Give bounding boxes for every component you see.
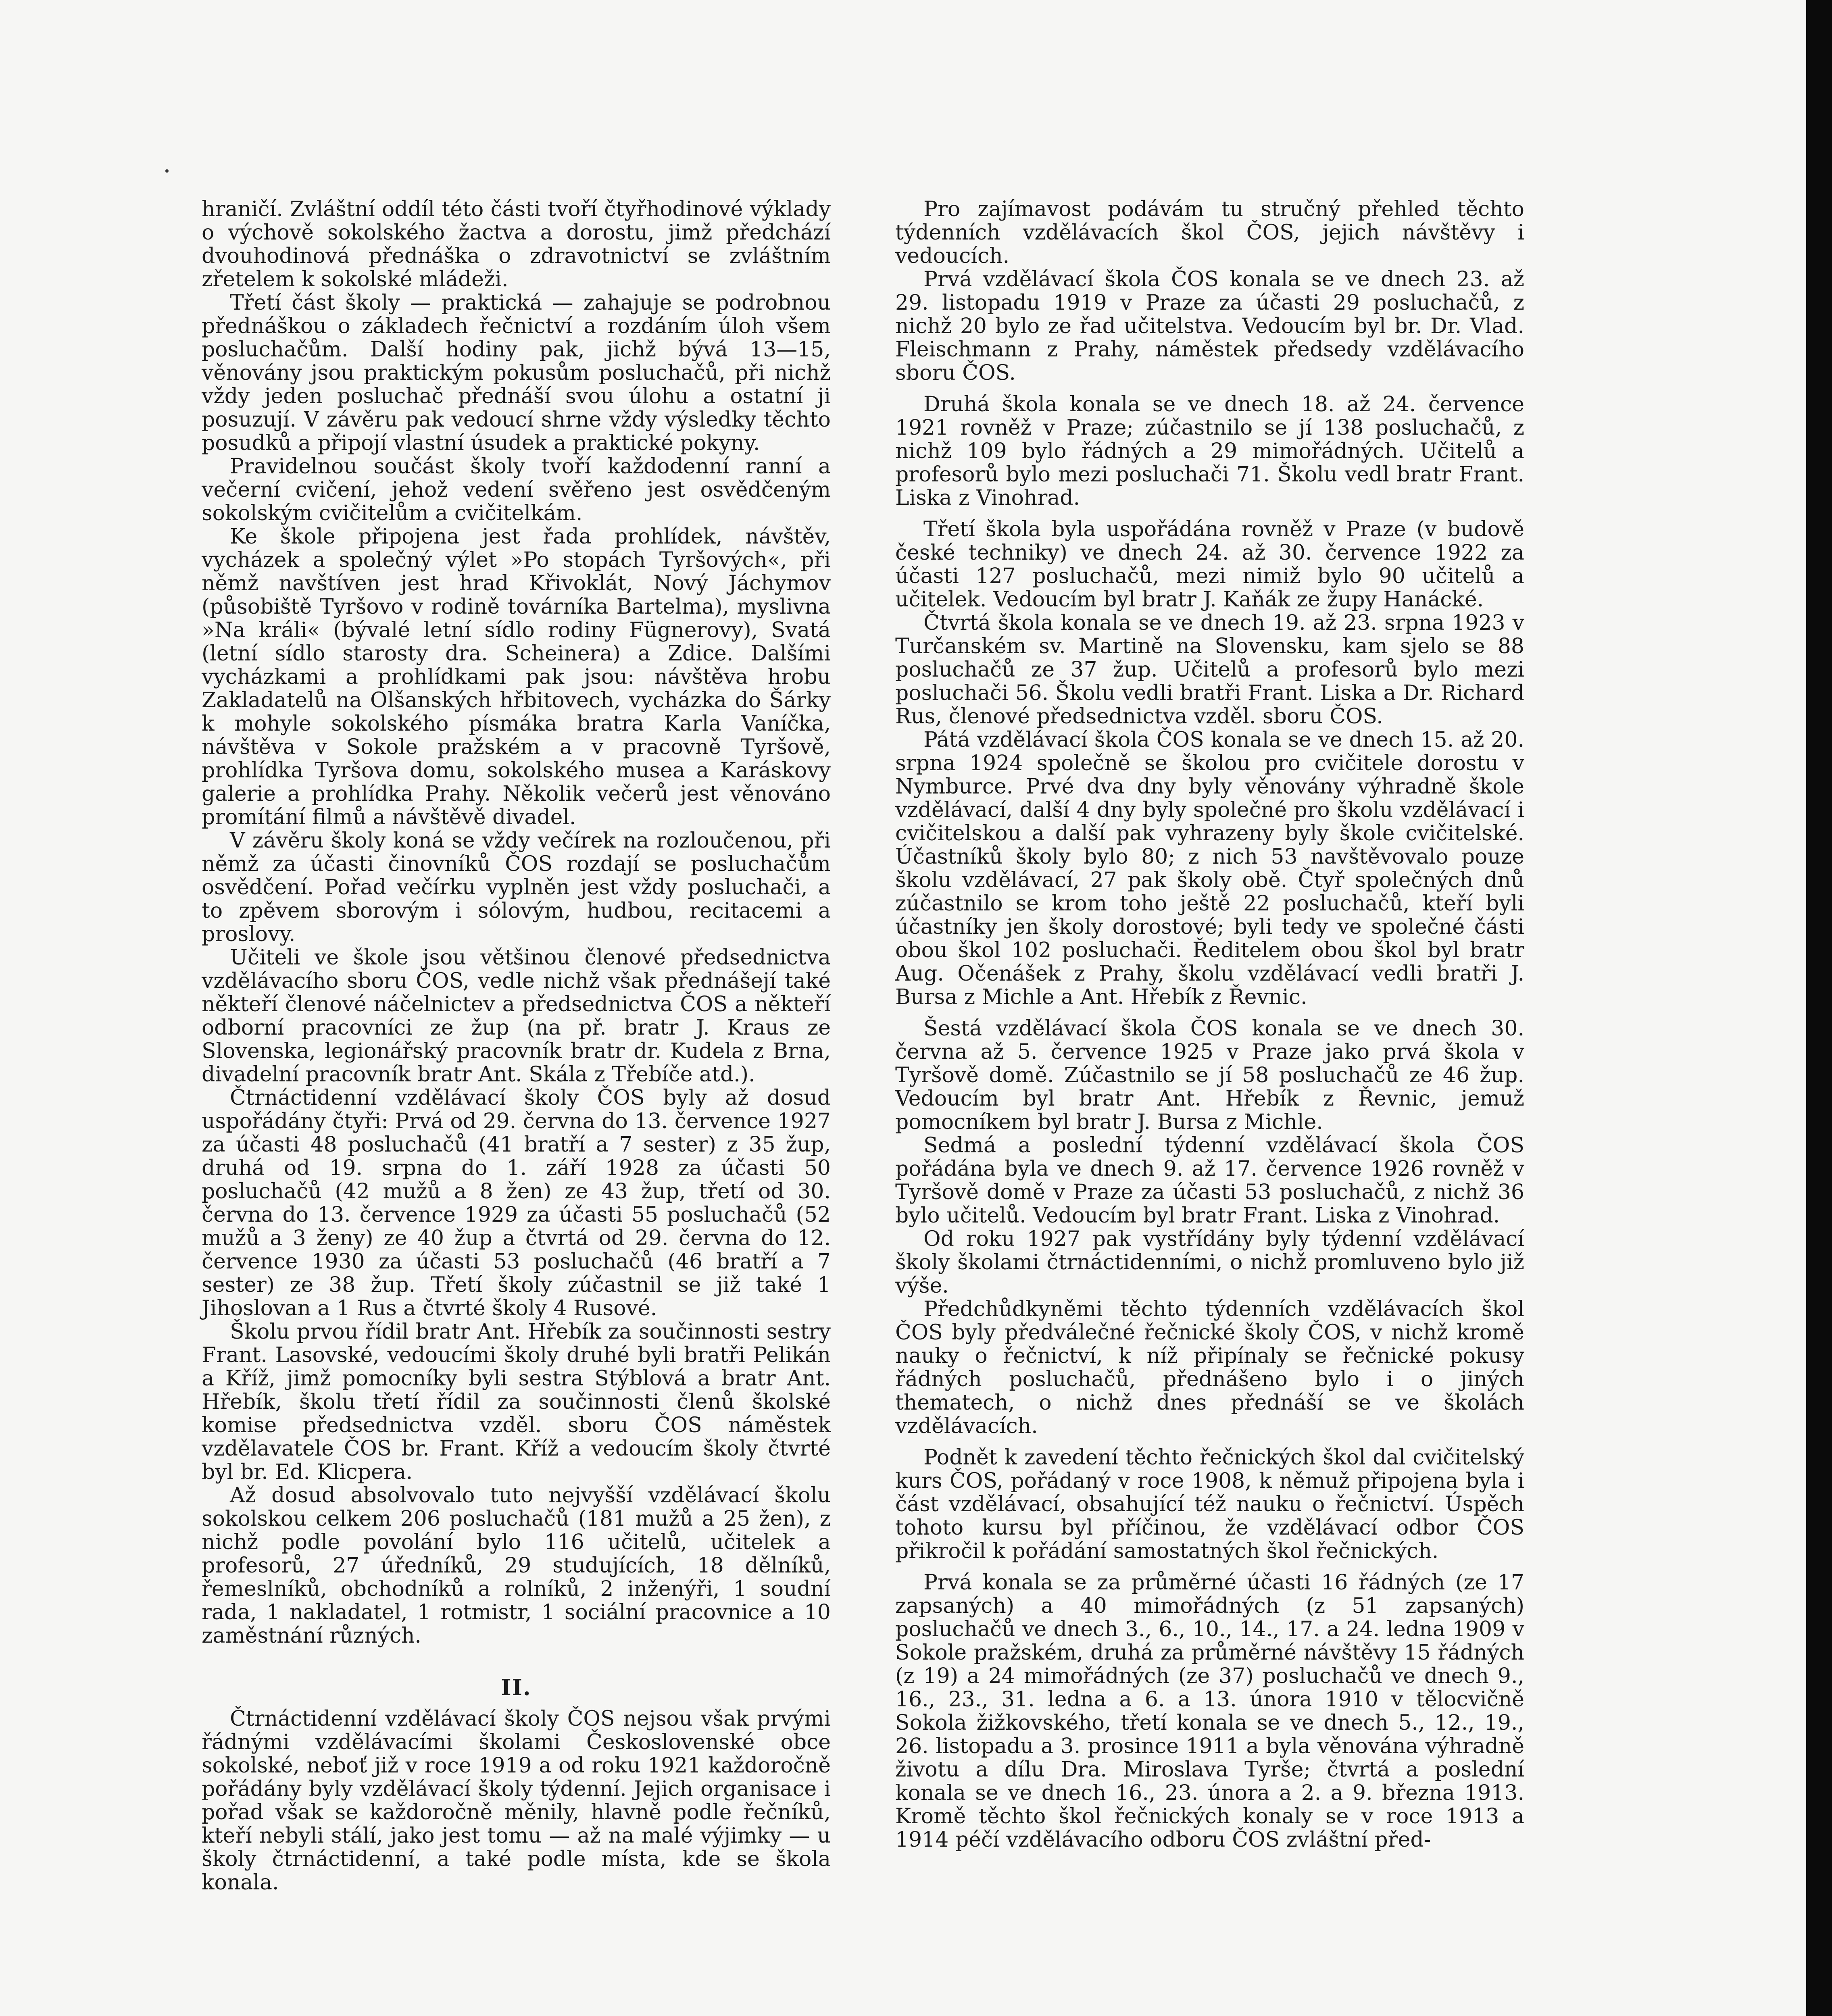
paragraph: Předchůdkyněmi těchto týdenních vzdělávacích škol ČOS byly předválečné řečnické školy ČOS, v nichž kromě nauky o řečnictví, k níž připínaly se řečnické pokusy řádných posluchačů, přednášeno bylo i o jiných thematech, o nichž dnes přednáší se ve školách vzdělávacích. xyxy=(895,1297,1524,1438)
section-heading: II. xyxy=(501,1674,531,1700)
paragraph: Prvá konala se za průměrné účasti 16 řádných (ze 17 zapsaných) a 40 mimořádných (z 51 zapsaných) posluchačů ve dnech 3., 6., 10., 14., 17. a 24. ledna 1909 v Sokole pražském, druhá za průměrné návštěvy 15 řádných (z 19) a 24 mimořádných (ze 37) posluchačů ve dnech 9., 16., 23., 31. ledna a 6. a 13. února 1910 v tělocvičně Sokola žižkovského, třetí konala se ve dnech 5., 12., 19., 26. listopadu a 3. prosince 1911 a byla věnována výhradně životu a dílu Dra. Miroslava Tyrše; čtvrtá a poslední konala se ve dnech 16., 23. února a 2. a 9. března 1913. Kromě těchto škol řečnických konaly se v roce 1913 a 1914 péčí vzdělávacího odboru ČOS zvláštní před- xyxy=(895,1570,1524,1852)
paragraph: Třetí část školy — praktická — zahajuje se podrobnou přednáškou o základech řečnictví a rozdáním úloh všem posluchačům. Další hodiny pak, jichž bývá 13—15, věnovány jsou praktickým pokusům posluchačů, při nichž vždy jeden posluchač přednáší svou úlohu a ostatní ji posuzují. V závěru pak vedoucí shrne vždy výsledky těchto posudků a připojí vlastní úsudek a praktické pokyny. xyxy=(202,291,831,455)
paragraph: Od roku 1927 pak vystřídány byly týdenní vzdělávací školy školami čtrnáctidenními, o nichž promluveno bylo již výše. xyxy=(895,1227,1524,1298)
paragraph: Školu prvou řídil bratr Ant. Hřebík za součinnosti sestry Frant. Lasovské, vedoucími školy druhé byli bratři Pelikán a Kříž, jimž pomocníky byli sestra Stýblová a bratr Ant. Hřebík, školu třetí řídil za součinnosti členů školské komise předsednictva vzděl. sboru ČOS náměstek vzdělavatele ČOS br. Frant. Kříž a vedoucím školy čtvrté byl br. Ed. Klicpera. xyxy=(202,1320,831,1484)
paragraph: Až dosud absolvovalo tuto nejvyšší vzdělávací školu sokolskou celkem 206 posluchačů (181 mužů a 25 žen), z nichž podle povolání bylo 116 učitelů, učitelek a profesorů, 27 úředníků, 29 studujících, 18 dělníků, řemeslníků, obchodníků a rolníků, 2 inženýři, 1 soudní rada, 1 nakladatel, 1 rotmistr, 1 sociální pracovnice a 10 zaměstnání různých. xyxy=(202,1483,831,1648)
paragraph: Čtrnáctidenní vzdělávací školy ČOS byly až dosud uspořádány čtyři: Prvá od 29. června do 13. července 1927 za účasti 48 posluchačů (41 bratří a 7 sester) z 35 žup, druhá od 19. srpna do 1. září 1928 za účasti 50 posluchačů (42 mužů a 8 žen) ze 43 žup, třetí od 30. června do 13. července 1929 za účasti 55 posluchačů (52 mužů a 3 ženy) ze 40 žup a čtvrtá od 29. června do 12. července 1930 za účasti 53 posluchačů (46 bratří a 7 sester) ze 38 žup. Třetí školy zúčastnil se již také 1 Jihoslovan a 1 Rus a čtvrté školy 4 Rusové. xyxy=(202,1086,831,1320)
paragraph: Učiteli ve škole jsou většinou členové předsednictva vzdělávacího sboru ČOS, vedle nichž však přednášejí také někteří členové náčelnictev a předsednictva ČOS a někteří odborní pracovníci ze žup (na př. bratr J. Kraus ze Slovenska, legionářský pracovník bratr dr. Kudela z Brna, divadelní pracovník bratr Ant. Skála z Třebíče atd.). xyxy=(202,946,831,1087)
paragraph: Druhá škola konala se ve dnech 18. až 24. července 1921 rovněž v Praze; zúčastnilo se jí 138 posluchačů, z nichž 109 bylo řádných a 29 mimořádných. Učitelů a profesorů bylo mezi posluchači 71. Školu vedl bratr Frant. Liska z Vinohrad. xyxy=(895,392,1524,510)
paragraph: Šestá vzdělávací škola ČOS konala se ve dnech 30. června až 5. července 1925 v Praze jako prvá škola v Tyršově domě. Zúčastnilo se jí 58 posluchačů ze 46 žup. Vedoucím byl bratr Ant. Hřebík z Řevnic, jemuž pomocníkem byl bratr J. Bursa z Michle. xyxy=(895,1016,1524,1134)
paragraph: Pro zajímavost podávám tu stručný přehled těchto týdenních vzdělávacích škol ČOS, jejich návštěvy i vedoucích. xyxy=(895,197,1524,268)
paragraph: V závěru školy koná se vždy večírek na rozloučenou, při němž za účasti činovníků ČOS rozdají se posluchačům osvědčení. Pořad večírku vyplněn jest vždy posluchači, a to zpěvem sborovým i sólovým, hudbou, recitacemi a proslovy. xyxy=(202,829,831,946)
right-column xyxy=(895,198,1524,1851)
paragraph: Třetí škola byla uspořádána rovněž v Praze (v budově české techniky) ve dnech 24. až 30. července 1922 za účasti 127 posluchačů, mezi nimiž bylo 90 učitelů a učitelek. Vedoucím byl bratr J. Kaňák ze župy Hanácké. xyxy=(895,517,1524,612)
paragraph: Ke škole připojena jest řada prohlídek, návštěv, vycházek a společný výlet »Po stopách Tyršových«, při němž navštíven jest hrad Křivoklát, Nový Jáchymov (působiště Tyršovo v rodině továrníka Bartelma), myslivna »Na králi« (bývalé letní sídlo rodiny Fügnerovy), Svatá (letní sídlo starosty dra. Scheinera) a Zdice. Dalšími vycházkami a prohlídkami pak jsou: návštěva hrobu Zakladatelů na Olšanských hřbitovech, vycházka do Šárky k mohyle sokolského písmáka bratra Karla Vaníčka, návštěva v Sokole pražském a v pracovně Tyršově, prohlídka Tyršova domu, sokolského musea a Karáskovy galerie a prohlídka Prahy. Několik večerů jest věnováno promítání filmů a návštěvě divadel. xyxy=(202,525,831,829)
document-page xyxy=(202,198,1524,2016)
paragraph: Čtvrtá škola konala se ve dnech 19. až 23. srpna 1923 v Turčanském sv. Martině na Slovensku, kam sjelo se 88 posluchačů ze 37 žup. Učitelů a profesorů bylo mezi posluchači 56. Školu vedli bratři Frant. Liska a Dr. Richard Rus, členové předsednictva vzděl. sboru ČOS. xyxy=(895,611,1524,729)
paragraph: Podnět k zavedení těchto řečnických škol dal cvičitelský kurs ČOS, pořádaný v roce 1908, k němuž připojena byla i část vzdělávací, obsahující též nauku o řečnictví. Úspěch tohoto kursu byl příčinou, že vzdělávací odbor ČOS přikročil k pořádání samostatných škol řečnických. xyxy=(895,1445,1524,1563)
paragraph: Pátá vzdělávací škola ČOS konala se ve dnech 15. až 20. srpna 1924 společně se školou pro cvičitele dorostu v Nymburce. Prvé dva dny byly věnovány výhradně škole vzdělávací, další 4 dny byly společné pro školu vzdělávací i cvičitelskou a další pak vyhrazeny byly škole cvičitelské. Účastníků školy bylo 80; z nich 53 navštěvovalo pouze školu vzdělávací, 27 pak školy obě. Čtyř společných dnů zúčastnilo se krom toho ještě 22 posluchačů, kteří byli účastníky jen školy dorostové; byli tedy ve společné části obou škol 102 posluchači. Ředitelem obou škol byl bratr Aug. Očenášek z Prahy, školu vzdělávací vedli bratři J. Bursa z Michle a Ant. Hřebík z Řevnic. xyxy=(895,728,1524,1009)
paragraph: Čtrnáctidenní vzdělávací školy ČOS nejsou však prvými řádnými vzdělávacími školami Československé obce sokolské, neboť již v roce 1919 a od roku 1921 každoročně pořádány byly vzdělávací školy týdenní. Jejich organisace i pořad však se každoročně měnily, hlavně podle řečníků, kteří nebyli stálí, jako jest tomu — až na malé výjimky — u školy čtrnáctidenní, a také podle místa, kde se škola konala. xyxy=(202,1707,831,1895)
scan-border-right xyxy=(1806,0,1832,2016)
paragraph: Pravidelnou součást školy tvoří každodenní ranní a večerní cvičení, jehož vedení svěřeno jest osvědčeným sokolským cvičitelům a cvičitelkám. xyxy=(202,454,831,525)
paragraph: Sedmá a poslední týdenní vzdělávací škola ČOS pořádána byla ve dnech 9. až 17. července 1926 rovněž v Tyršově domě v Praze za účasti 53 posluchačů, z nichž 36 bylo učitelů. Vedoucím byl bratr Frant. Liska z Vinohrad. xyxy=(895,1133,1524,1228)
scan-speck xyxy=(165,169,169,173)
left-column xyxy=(202,198,831,1894)
paragraph: Prvá vzdělávací škola ČOS konala se ve dnech 23. až 29. listopadu 1919 v Praze za účasti 29 posluchačů, z nichž 20 bylo ze řad učitelstva. Vedoucím byl br. Dr. Vlad. Fleischmann z Prahy, náměstek předsedy vzdělávacího sboru ČOS. xyxy=(895,267,1524,385)
paragraph: hraničí. Zvláštní oddíl této části tvoří čtyřhodinové výklady o výchově sokolského žactva a dorostu, jimž předchází dvouhodinová přednáška o zdravotnictví se zvláštním zřetelem k sokolské mládeži. xyxy=(202,197,831,292)
